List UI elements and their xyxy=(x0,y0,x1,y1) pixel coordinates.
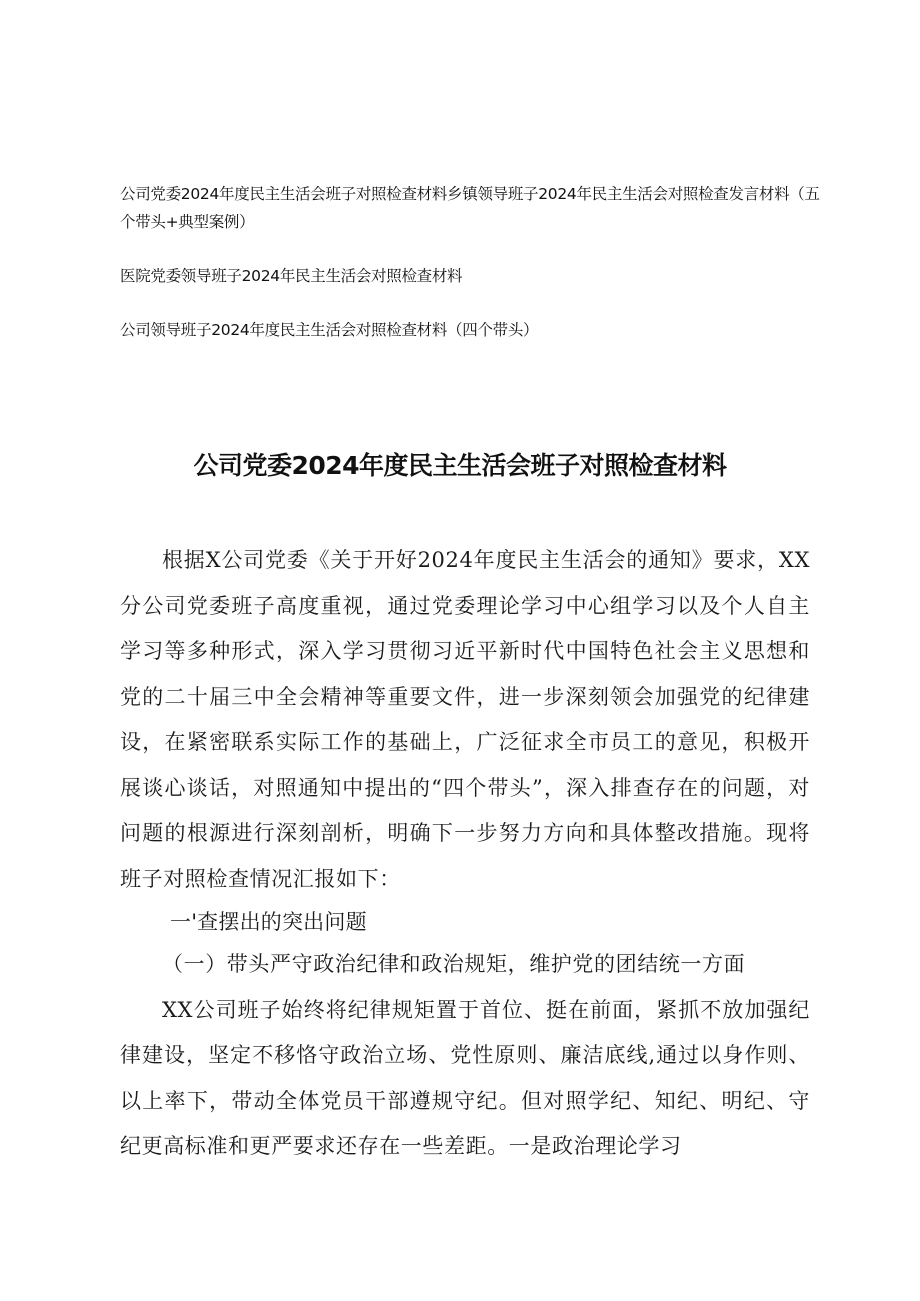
intro-paragraph: 根据X公司党委《关于开好2024年度民主生活会的通知》要求，XX分公司党委班子高度重视，通过党委理论学习中心组学习以及个人自主学习等多种形式，深入学习贯彻习近平新时代中国特色社会主义思想和党的二十届三中全会精神等重要文件，进一步深刻领会加强党的纪律建设，在紧密联系实际工作的基础上，广泛征求全市员工的意见，积极开展谈心谈话，对照通知中提出的“四个带头”，深入排查存在的问题，对问题的根源进行深刻剖析，明确下一步努力方向和具体整改措施。现将班子对照检查情况汇报如下： xyxy=(120,548,810,891)
subsection-paragraph: XX公司班子始终将纪律规矩置于首位、挺在前面，紧抓不放加强纪律建设，坚定不移恪守政治立场、党性原则、廉洁底线,通过以身作则、以上率下，带动全体党员干部遵规守纪。但对照学纪、知纪、明纪、守纪更高标准和更严要求还存在一些差距。一是政治理论学习 xyxy=(120,997,810,1158)
toc-item: 公司领导班子2024年度民主生活会对照检查材料（四个带头） xyxy=(120,321,539,339)
subsection-heading: （一）带头严守政治纪律和政治规矩，维护党的团结统一方面 xyxy=(162,952,746,976)
document-body xyxy=(120,538,810,1170)
table-of-contents xyxy=(120,180,820,344)
toc-item: 医院党委领导班子2024年民主生活会对照检查材料 xyxy=(120,267,463,285)
section-heading: 一'查摆出的突出问题 xyxy=(170,910,367,934)
document-title: 公司党委2024年度民主生活会班子对照检查材料 xyxy=(193,451,727,480)
toc-item: 公司党委2024年度民主生活会班子对照检查材料乡镇领导班子2024年民主生活会对照检查发言材料（五个带头+典型案例） xyxy=(120,185,820,231)
